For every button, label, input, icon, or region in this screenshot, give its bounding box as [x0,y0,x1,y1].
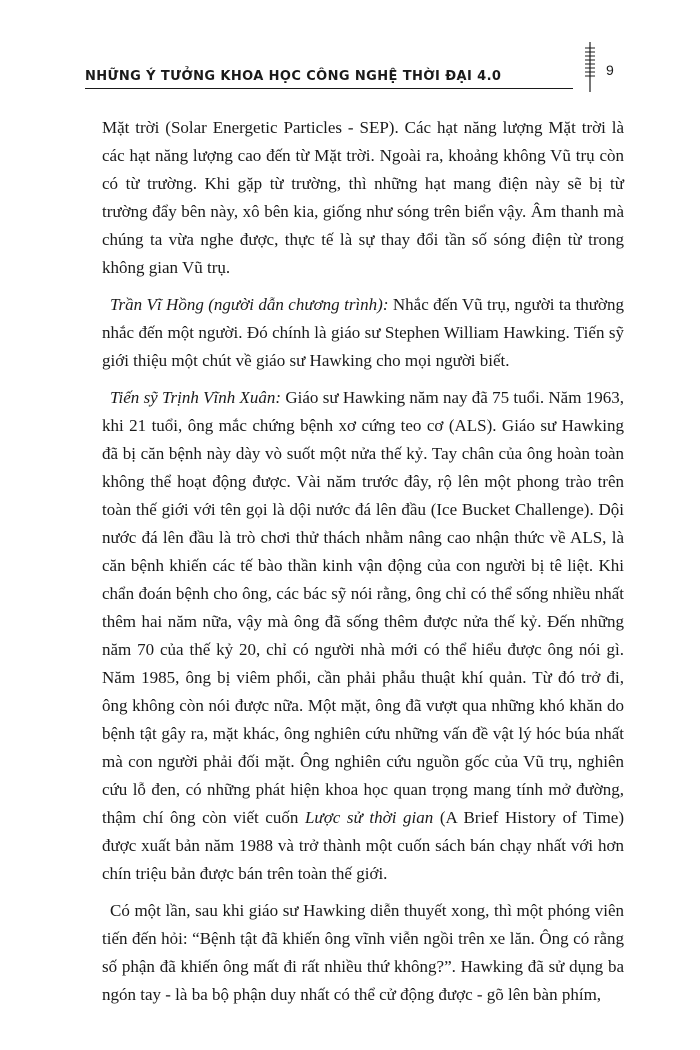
running-title: NHỮNG Ý TƯỞNG KHOA HỌC CÔNG NGHỆ THỜI ĐẠI 4.0 [85,69,502,84]
speaker-name: Tiến sỹ Trịnh Vĩnh Xuân: [110,388,282,407]
header-ornament [583,42,597,92]
paragraph-4: Có một lần, sau khi giáo sư Hawking diễn thuyết xong, thì một phóng viên tiến đến hỏi: “Bệnh tật đã khiến ông vĩnh viễn ngồi trên xe lăn. Ông có rằng số phận đã khiến ông mất đi rất nhiều thứ không?”. Hawking đã sử dụng ba ngón tay - là ba bộ phận duy nhất có thể cử động được - gõ lên bàn phím, [102,901,624,1004]
paragraph-2 [102,291,624,375]
paragraph-3 [102,384,624,888]
paragraph-3-text-a: Giáo sư Hawking năm nay đã 75 tuổi. Năm 1963, khi 21 tuổi, ông mắc chứng bệnh xơ cứng teo cơ (ALS). Giáo sư Hawking đã bị căn bệnh này dày vò suốt một nửa thế kỷ. Tay chân của ông hoàn toàn không thể hoạt động được. Vài năm trước đây, rộ lên một phong trào trên toàn thế giới với tên gọi là dội nước đá lên đầu (Ice Bucket Challenge). Dội nước đá lên đầu là trò chơi thử thách nhằm nâng cao nhận thức về ALS, là căn bệnh khiến các tế bào thần kinh vận động của con người bị tê liệt. Khi chẩn đoán bệnh cho ông, các bác sỹ nói rằng, ông chỉ có thể sống nhiều nhất thêm hai năm nữa, vậy mà ông đã sống thêm được nửa thế kỷ. Đến những năm 70 của thế kỷ 20, chỉ có người nhà mới có thể hiểu được ông nói gì. Năm 1985, ông bị viêm phổi, cần phải phẫu thuật khí quản. Từ đó trở đi, ông không còn nói được nữa. Một mặt, ông đã vượt qua những khó khăn do bệnh tật gây ra, mặt khác, ông nghiên cứu những vấn đề vật lý hóc búa nhất mà con người phải đối mặt. Ông nghiên cứu nguồn gốc của Vũ trụ, nghiên cứu lỗ đen, có những phát hiện khoa học quan trọng mang tính mở đường, thậm chí ông còn viết cuốn [102,388,624,827]
book-title: Lược sử thời gian [304,808,434,827]
paragraph-3-text-b: (A Brief History of Time) được xuất bản năm 1988 và trở thành một cuốn sách bán chạy nhất với hơn chín triệu bản được bán trên toàn thế giới. [102,808,625,883]
running-header [85,58,573,89]
body-text [102,114,624,1018]
paragraph-2-text: Nhắc đến Vũ trụ, người ta thường nhắc đến một người. Đó chính là giáo sư Stephen William Hawking. Tiến sỹ giới thiệu một chút về giáo sư Hawking cho mọi người biết. [102,295,624,370]
paragraph-1: Mặt trời (Solar Energetic Particles - SEP). Các hạt năng lượng Mặt trời là các hạt năng lượng cao đến từ Mặt trời. Ngoài ra, khoảng không Vũ trụ còn có từ trường. Khi gặp từ trường, thì những hạt mang điện này sẽ bị từ trường đẩy bên này, xô bên kia, giống như sóng trên biển vậy. Âm thanh mà chúng ta vừa nghe được, thực tế là sự thay đổi tần số sóng điện từ trong không gian Vũ trụ. [102,118,624,277]
speaker-name: Trần Vĩ Hồng (người dẫn chương trình): [110,295,389,314]
page-number: 9 [606,62,614,78]
